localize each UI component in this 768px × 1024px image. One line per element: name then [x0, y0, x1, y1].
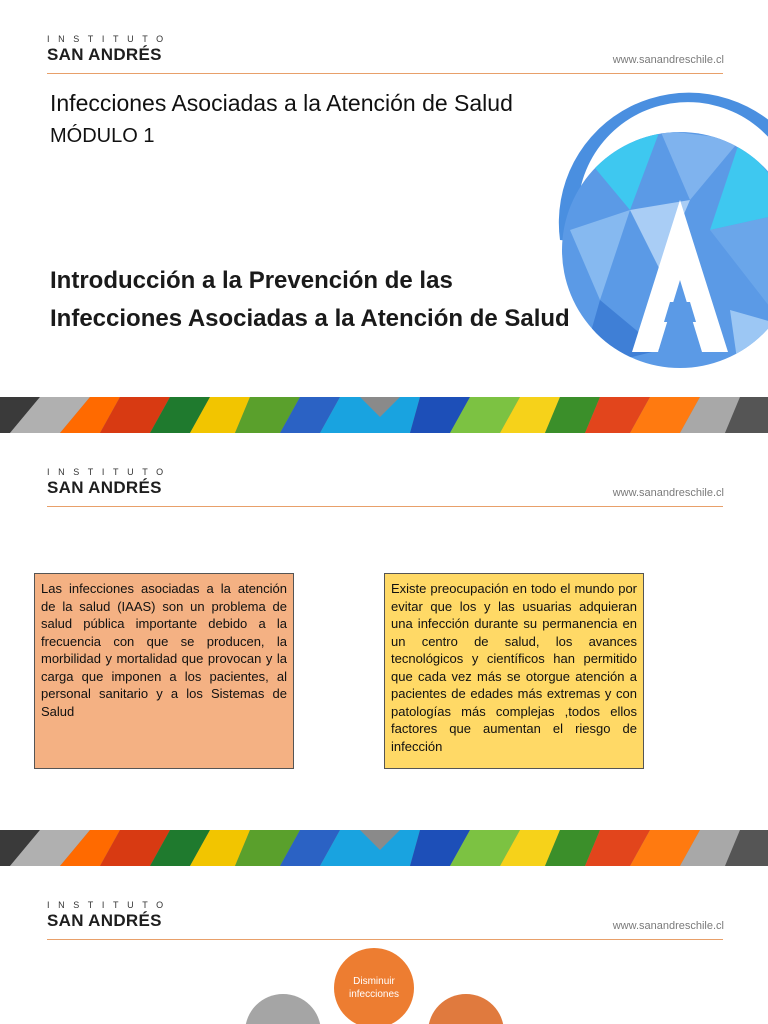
website-url: www.sanandreschile.cl — [612, 487, 724, 499]
decorative-color-band — [0, 830, 768, 866]
slide-2 — [0, 433, 768, 866]
header-divider — [47, 73, 723, 74]
website-url: www.sanandreschile.cl — [612, 54, 724, 66]
institute-logo — [47, 900, 172, 932]
slide-3 — [0, 866, 768, 1024]
global-concern-box: Existe preocupación en todo el mundo por evitar que los y las usuarias adquieran una infección durante su permanencia en un centro de salud, los avances tecnológicos y científicos han permitido que cada vez más se otorgue atención a pacientes de edades más extremas y con patologías más complejas ,todos ellos factores que aumentan el riesgo de infección — [384, 573, 644, 769]
course-title: Infecciones Asociadas a la Atención de Salud — [50, 90, 513, 116]
diagram-circle-left — [245, 994, 321, 1024]
lesson-heading: Introducción a la Prevención de las Infecciones Asociadas a la Atención de Salud — [50, 267, 570, 332]
website-url: www.sanandreschile.cl — [612, 920, 724, 932]
module-label: MÓDULO 1 — [50, 125, 155, 147]
logo-instituto-text: INSTITUTO — [47, 900, 172, 910]
decorative-color-band — [0, 397, 768, 433]
logo-instituto-text: INSTITUTO — [47, 467, 172, 477]
san-andres-emblem-icon — [540, 90, 768, 390]
emblem-letter: A — [540, 90, 541, 91]
institute-logo — [47, 467, 172, 499]
diagram-circle-right — [428, 994, 504, 1024]
iaas-definition-box: Las infecciones asociadas a la atención de la salud (IAAS) son un problema de salud pública importante debido a la frecuencia con que se producen, la morbilidad y mortalidad que provocan y la carga que imponen a los pacientes, al personal sanitario y a los Sistemas de Salud — [34, 573, 294, 769]
logo-san-andres-text: SAN ANDRÉS — [47, 478, 162, 497]
institute-logo — [47, 34, 172, 66]
diagram-circle-reduce-infections — [334, 948, 414, 1024]
logo-san-andres-text: SAN ANDRÉS — [47, 911, 162, 930]
diagram-circle-label: Disminuir infecciones — [348, 976, 400, 1000]
slide-1 — [0, 0, 768, 433]
logo-instituto-text: INSTITUTO — [47, 34, 172, 44]
logo-san-andres-text: SAN ANDRÉS — [47, 45, 162, 64]
header-divider — [47, 939, 723, 940]
header-divider — [47, 506, 723, 507]
